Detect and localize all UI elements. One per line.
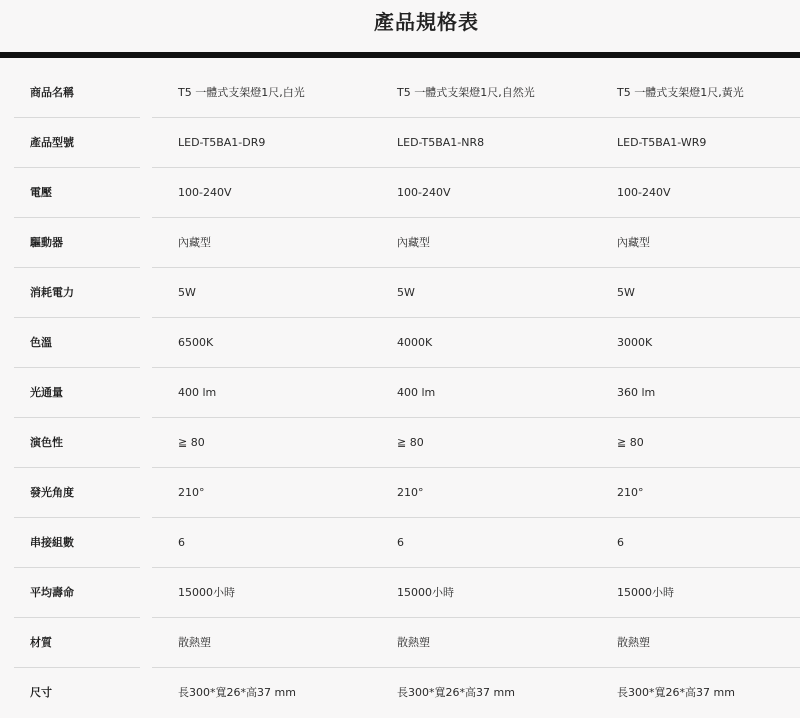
cell-value: 210° <box>397 486 424 499</box>
row-label: 色溫 <box>30 336 52 349</box>
row-label: 產品型號 <box>30 136 74 149</box>
spec-row-power <box>0 268 800 318</box>
cell-value: 3000K <box>617 336 653 349</box>
row-label: 演色性 <box>30 436 63 449</box>
spec-row-product-name <box>0 68 800 118</box>
cell-value: 4000K <box>397 336 433 349</box>
row-label: 材質 <box>30 636 52 649</box>
cell-value: 6 <box>178 536 185 549</box>
cell-value: ≧ 80 <box>397 436 424 449</box>
title-divider <box>0 52 800 58</box>
spec-row-beam-angle <box>0 468 800 518</box>
cell-value: 6500K <box>178 336 214 349</box>
spec-row-cri <box>0 418 800 468</box>
row-label: 發光角度 <box>30 486 74 499</box>
row-label: 消耗電力 <box>30 286 74 299</box>
page-title: 產品規格表 <box>374 10 479 34</box>
cell-value: 15000小時 <box>397 586 454 599</box>
cell-value: 6 <box>397 536 404 549</box>
cell-value: 100-240V <box>178 186 232 199</box>
cell-value: ≧ 80 <box>178 436 205 449</box>
cell-value: LED-T5BA1-WR9 <box>617 136 707 149</box>
page-header <box>0 0 800 52</box>
spec-row-color-temperature <box>0 318 800 368</box>
row-label: 驅動器 <box>30 236 63 249</box>
cell-value: 內藏型 <box>397 236 430 249</box>
spec-row-driver <box>0 218 800 268</box>
row-label: 平均壽命 <box>30 586 74 599</box>
cell-value: 15000小時 <box>178 586 235 599</box>
spec-row-dimensions <box>0 668 800 718</box>
cell-value: 散熱塑 <box>178 636 211 649</box>
cell-value: 長300*寬26*高37 mm <box>397 686 515 699</box>
cell-value: 內藏型 <box>617 236 650 249</box>
spec-row-material <box>0 618 800 668</box>
spec-table <box>0 68 800 718</box>
cell-value: 210° <box>617 486 644 499</box>
row-label: 尺寸 <box>30 686 52 699</box>
cell-value: 5W <box>178 286 196 299</box>
row-label: 商品名稱 <box>30 86 74 99</box>
spec-row-chain-count <box>0 518 800 568</box>
cell-value: T5 一體式支架燈1尺,自然光 <box>397 86 535 99</box>
cell-value: 6 <box>617 536 624 549</box>
cell-value: LED-T5BA1-DR9 <box>178 136 266 149</box>
cell-value: 400 lm <box>178 386 217 399</box>
cell-value: 100-240V <box>397 186 451 199</box>
cell-value: 100-240V <box>617 186 671 199</box>
spec-row-model <box>0 118 800 168</box>
cell-value: 210° <box>178 486 205 499</box>
row-label: 電壓 <box>30 186 52 199</box>
spec-row-voltage <box>0 168 800 218</box>
cell-value: ≧ 80 <box>617 436 644 449</box>
cell-value: 15000小時 <box>617 586 674 599</box>
row-label: 串接組數 <box>30 536 74 549</box>
cell-value: 400 lm <box>397 386 436 399</box>
cell-value: T5 一體式支架燈1尺,白光 <box>178 86 305 99</box>
cell-value: 5W <box>617 286 635 299</box>
cell-value: 散熱塑 <box>397 636 430 649</box>
spec-row-luminous-flux <box>0 368 800 418</box>
cell-value: 長300*寬26*高37 mm <box>617 686 735 699</box>
spec-row-lifespan <box>0 568 800 618</box>
cell-value: LED-T5BA1-NR8 <box>397 136 485 149</box>
cell-value: 長300*寬26*高37 mm <box>178 686 296 699</box>
cell-value: 散熱塑 <box>617 636 650 649</box>
cell-value: 360 lm <box>617 386 656 399</box>
cell-value: T5 一體式支架燈1尺,黃光 <box>617 86 744 99</box>
cell-value: 內藏型 <box>178 236 211 249</box>
cell-value: 5W <box>397 286 415 299</box>
row-label: 光通量 <box>30 386 63 399</box>
